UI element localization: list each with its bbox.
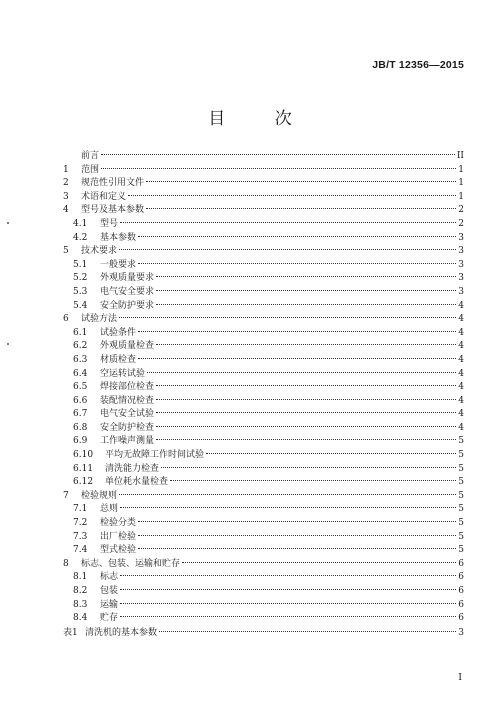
toc-entry-number: 8	[63, 558, 69, 569]
toc-entry[interactable]	[63, 218, 464, 232]
toc-entry-number: 6.9	[73, 436, 88, 447]
toc-entry-number: 7.3	[73, 531, 88, 542]
dot-leader	[146, 208, 456, 209]
toc-entry-page: 6	[458, 599, 464, 610]
dot-leader	[120, 507, 456, 508]
toc-entry-title: 试验条件	[100, 327, 137, 338]
toc-entry[interactable]	[63, 395, 464, 409]
toc-entry-page: 5	[458, 450, 464, 461]
doc-code: JB/T 12356—2015	[372, 59, 464, 71]
toc-entry-page: 3	[458, 259, 464, 270]
toc-entry-title: 标志、包装、运输和贮存	[81, 558, 181, 569]
dot-leader	[156, 426, 456, 427]
toc-entry[interactable]	[63, 150, 464, 164]
dot-leader	[138, 263, 456, 264]
toc-entry-page: 6	[458, 572, 464, 583]
toc-entry-title: 检验规则	[81, 490, 118, 501]
toc-entry-page: 5	[458, 531, 464, 542]
toc-entry-title: 外观质量要求	[100, 273, 155, 284]
toc-entry-title: 电气安全试验	[100, 409, 155, 420]
toc-entry[interactable]	[63, 327, 464, 341]
toc-entry-page: 6	[458, 558, 464, 569]
toc-entry-number: 8.4	[73, 613, 88, 624]
toc-entry-number: 6.2	[73, 341, 88, 352]
toc-entry[interactable]	[63, 544, 464, 558]
toc-entry-number: 2	[63, 178, 69, 189]
toc-entry-number: 6.4	[73, 368, 88, 379]
toc-entry[interactable]	[63, 599, 464, 613]
toc-entry-number: 3	[63, 191, 69, 202]
toc-entry-number: 6.10	[73, 450, 94, 461]
dot-leader	[146, 181, 456, 182]
toc-entry-page: 5	[458, 463, 464, 474]
dot-leader	[159, 631, 456, 632]
toc-entry-title: 安全防护要求	[100, 300, 155, 311]
toc-entry-title: 基本参数	[100, 232, 137, 243]
toc-entry[interactable]	[63, 204, 464, 218]
toc-entry-number: 6.8	[73, 422, 88, 433]
toc-entry[interactable]	[63, 503, 464, 517]
dot-leader	[120, 589, 456, 590]
dot-leader	[119, 249, 456, 250]
toc-entry-title: 总则	[100, 504, 119, 515]
dot-leader	[182, 562, 456, 563]
toc-entry-title: 电气安全要求	[100, 286, 155, 297]
dot-leader	[156, 290, 456, 291]
dot-leader	[138, 548, 456, 549]
toc-entry-number: 1	[63, 164, 69, 175]
toc-entry-page: 6	[458, 613, 464, 624]
toc-entry[interactable]	[63, 164, 464, 178]
dot-leader	[156, 439, 456, 440]
dot-leader	[120, 603, 456, 604]
dot-leader	[156, 385, 456, 386]
toc-entry-page: 4	[458, 314, 464, 325]
table-entry[interactable]	[63, 627, 464, 641]
toc-entry-number: 5.1	[73, 259, 88, 270]
toc-entry-page: II	[456, 151, 464, 161]
dot-leader	[101, 154, 455, 155]
dot-leader	[156, 344, 456, 345]
toc-entry-title: 型号	[100, 218, 119, 229]
toc-entry-number: 6.12	[73, 477, 94, 488]
toc-entry[interactable]	[63, 313, 464, 327]
dot-leader	[206, 453, 456, 454]
toc-entry-page: 4	[458, 300, 464, 311]
toc-entry-title: 术语和定义	[81, 191, 127, 202]
toc-entry-number: 6.11	[73, 463, 94, 474]
toc-entry-number: 7	[63, 490, 69, 501]
toc-entry-title: 清洗能力检查	[105, 463, 160, 474]
toc-entry-page: 4	[458, 422, 464, 433]
toc-entry-title: 外观质量检查	[100, 341, 155, 352]
toc-entry[interactable]	[63, 531, 464, 545]
toc-entry-page: 4	[458, 395, 464, 406]
scan-speck	[7, 222, 9, 224]
toc-entry-number: 6.7	[73, 409, 88, 420]
toc-entry-page: 5	[458, 490, 464, 501]
toc-entry-title: 装配情况检查	[100, 395, 155, 406]
dot-leader	[161, 467, 456, 468]
toc-entry-title: 清洗机的基本参数	[85, 628, 158, 638]
page-title: 目 次	[208, 109, 314, 129]
toc-entry-page: 3	[458, 232, 464, 243]
toc-entry-page: 3	[458, 246, 464, 257]
toc-entry-title: 规范性引用文件	[81, 178, 145, 189]
toc-entry-page: 6	[458, 586, 464, 596]
toc-entry-number: 5.4	[73, 300, 88, 311]
toc-entry-number: 8.1	[73, 572, 88, 583]
toc-entry-title: 型式检验	[100, 545, 137, 556]
toc-entry-title: 一般要求	[100, 259, 137, 270]
dot-leader	[128, 195, 456, 196]
toc-entry[interactable]	[63, 354, 464, 368]
toc-entry-number: 4.1	[73, 218, 88, 229]
toc-entry-title: 型号及基本参数	[81, 205, 145, 216]
toc-entry-page: 1	[458, 191, 464, 202]
toc-entry-number: 5.3	[73, 286, 88, 297]
toc-entry-number: 4.2	[73, 232, 88, 243]
toc-entry[interactable]	[63, 435, 464, 449]
toc-entry-title: 安全防护检查	[100, 422, 155, 433]
toc-entry[interactable]	[63, 449, 464, 463]
dot-leader	[170, 480, 456, 481]
toc-entry[interactable]	[63, 245, 464, 259]
toc-entry[interactable]	[63, 272, 464, 286]
toc-entry-page: 5	[458, 504, 464, 515]
toc-entry-title: 焊接部位检查	[100, 382, 155, 393]
toc-entry-number: 5	[63, 246, 69, 257]
toc-entry[interactable]	[63, 476, 464, 490]
dot-leader	[120, 616, 456, 617]
toc-entry[interactable]	[63, 259, 464, 273]
toc-entry-number: 7.4	[73, 545, 88, 556]
dot-leader	[138, 331, 456, 332]
toc-entry[interactable]	[63, 340, 464, 354]
toc-entry-title: 包装	[100, 586, 119, 596]
toc-entry-title: 空运转试验	[100, 368, 146, 379]
toc-entry-number: 表1	[63, 628, 78, 638]
toc-entry-number: 7.2	[73, 518, 88, 529]
toc-entry-number: 5.2	[73, 273, 88, 284]
toc-entry-page: 5	[458, 545, 464, 556]
toc-entry-page: 3	[458, 628, 464, 638]
toc-entry-page: 4	[458, 354, 464, 365]
table-of-contents	[63, 150, 464, 626]
toc-entry-title: 材质检查	[100, 354, 137, 365]
toc-entry[interactable]	[63, 300, 464, 314]
toc-entry-title: 范围	[81, 164, 100, 175]
toc-entry-title: 平均无故障工作时间试验	[105, 450, 205, 461]
dot-leader	[138, 535, 456, 536]
toc-entry-number: 6	[63, 314, 69, 325]
toc-entry[interactable]	[63, 571, 464, 585]
toc-entry-page: 2	[458, 205, 464, 216]
toc-entry[interactable]	[63, 517, 464, 531]
toc-entry-page: 5	[458, 518, 464, 529]
dot-leader	[138, 236, 456, 237]
toc-entry-page: 4	[458, 409, 464, 420]
toc-entry[interactable]	[63, 368, 464, 382]
dot-leader	[120, 575, 456, 576]
toc-entry[interactable]	[63, 585, 464, 599]
dot-leader	[156, 412, 456, 413]
toc-entry-number: 4	[63, 205, 69, 216]
toc-entry-number: 6.6	[73, 395, 88, 406]
dot-leader	[156, 304, 456, 305]
toc-entry[interactable]	[63, 463, 464, 477]
dot-leader	[147, 372, 456, 373]
toc-entry-page: 4	[458, 327, 464, 338]
toc-entry[interactable]	[63, 232, 464, 246]
toc-entry[interactable]	[63, 191, 464, 205]
toc-entry-number: 6.5	[73, 382, 88, 393]
toc-entry-page: 4	[458, 382, 464, 393]
toc-entry-title: 运输	[100, 599, 119, 610]
toc-entry[interactable]	[63, 422, 464, 436]
toc-entry-page: 3	[458, 273, 464, 284]
toc-entry[interactable]	[63, 286, 464, 300]
toc-entry-title: 标志	[100, 572, 119, 583]
dot-leader	[138, 358, 456, 359]
toc-entry-title: 前言	[81, 151, 100, 161]
toc-entry-page: 5	[458, 436, 464, 447]
toc-entry-number: 6.3	[73, 354, 88, 365]
dot-leader	[119, 494, 456, 495]
dot-leader	[156, 276, 456, 277]
toc-entry-number: 8.3	[73, 599, 88, 610]
toc-entry-title: 试验方法	[81, 314, 118, 325]
toc-entry[interactable]	[63, 490, 464, 504]
footer-page-number: I	[458, 672, 462, 683]
dot-leader	[120, 222, 456, 223]
toc-entry-title: 单位耗水量检查	[105, 477, 169, 488]
toc-entry-title: 检验分类	[100, 518, 137, 529]
toc-entry-page: 4	[458, 368, 464, 379]
toc-entry-title: 技术要求	[81, 246, 118, 257]
toc-entry-page: 5	[458, 477, 464, 488]
toc-entry[interactable]	[63, 558, 464, 572]
toc-entry-title: 出厂检验	[100, 531, 137, 542]
toc-entry-number: 6.1	[73, 327, 88, 338]
dot-leader	[101, 168, 456, 169]
toc-entry[interactable]	[63, 408, 464, 422]
dot-leader	[119, 317, 456, 318]
toc-entry-page: 1	[458, 164, 464, 175]
dot-leader	[138, 521, 456, 522]
toc-entry-title: 贮存	[100, 613, 119, 624]
toc-entry[interactable]	[63, 177, 464, 191]
table-list	[63, 627, 464, 641]
toc-entry[interactable]	[63, 381, 464, 395]
toc-entry-page: 4	[458, 341, 464, 352]
dot-leader	[156, 399, 456, 400]
toc-entry-page: 1	[458, 178, 464, 189]
toc-entry-title: 工作噪声测量	[100, 436, 155, 447]
toc-entry-page: 2	[458, 218, 464, 229]
toc-entry-number: 7.1	[73, 504, 88, 515]
scan-speck	[7, 343, 9, 345]
toc-entry-page: 3	[458, 286, 464, 297]
toc-entry-number: 8.2	[73, 586, 88, 596]
toc-entry[interactable]	[63, 612, 464, 626]
